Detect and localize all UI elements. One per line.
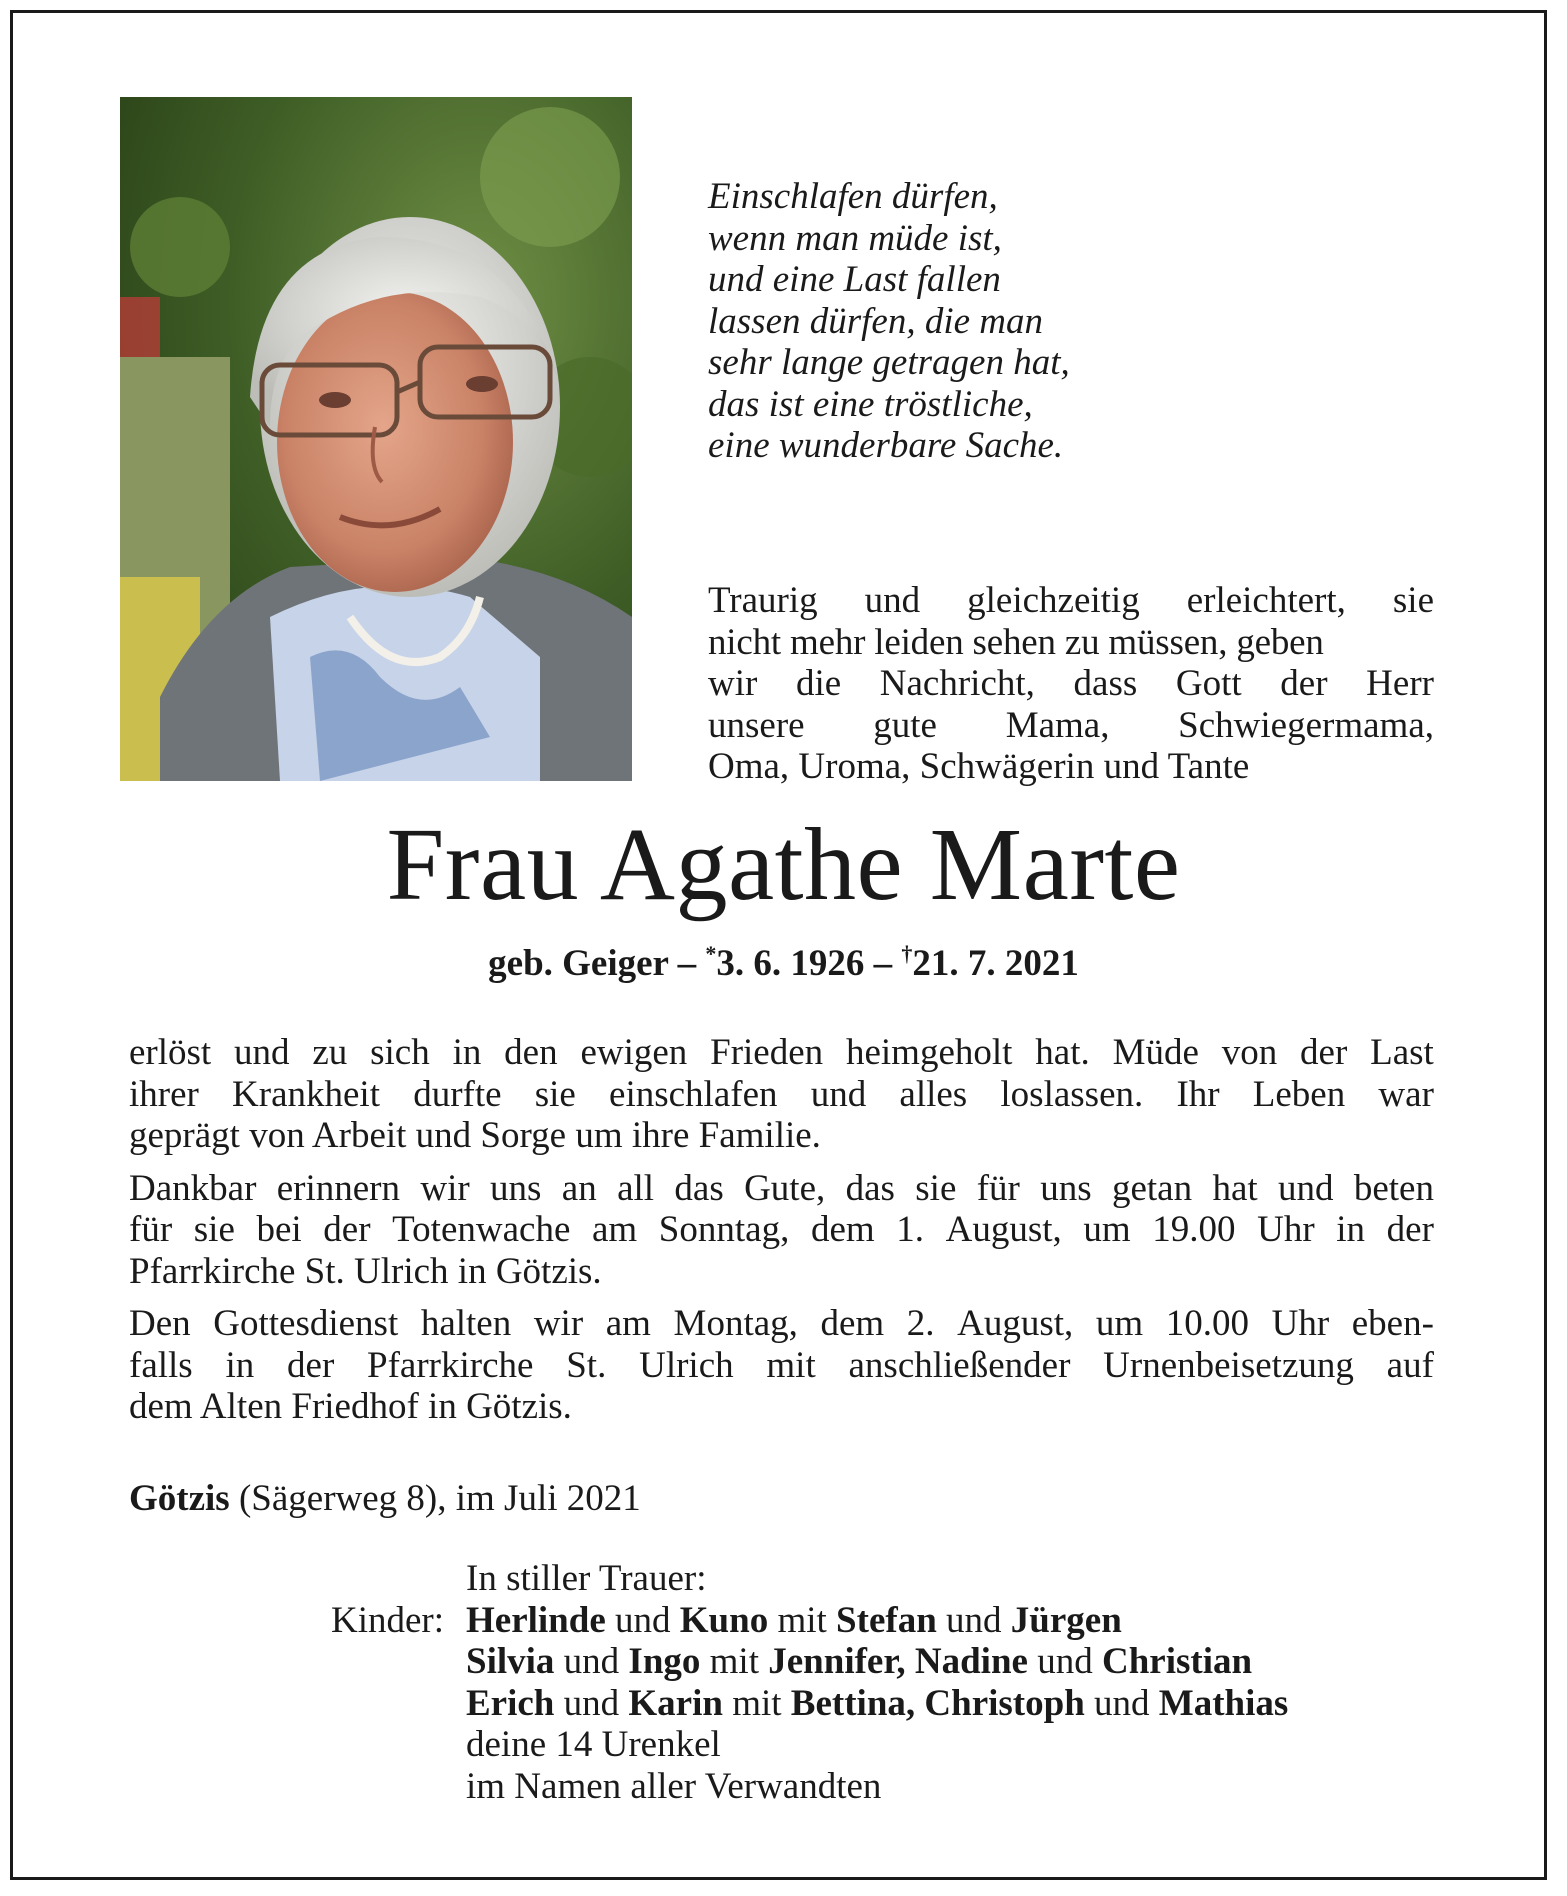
family-member-name: Ingo: [628, 1641, 701, 1682]
body-word: um: [1095, 1303, 1144, 1344]
separator: –: [677, 943, 697, 984]
birth-symbol: *: [705, 941, 717, 966]
body-word: am: [605, 1303, 651, 1344]
body-word: Frieden: [710, 1032, 824, 1073]
body-word: halten: [420, 1303, 512, 1344]
body-word: sie: [915, 1167, 957, 1209]
body-word: zu: [312, 1032, 348, 1073]
body-word: Leben: [1252, 1073, 1346, 1115]
body-line: [129, 1345, 1434, 1387]
body-word: alles: [899, 1073, 968, 1115]
intro-line: Oma, Uroma, Schwägerin und Tante: [708, 746, 1250, 787]
body-word: 19.00: [1152, 1209, 1236, 1250]
body-word: mit: [766, 1344, 816, 1386]
family-line: [466, 1641, 1288, 1683]
intro-word: der: [1280, 663, 1328, 704]
body-word: und: [1277, 1167, 1334, 1209]
body-word: das: [674, 1167, 724, 1209]
body-word: erinnern: [276, 1167, 401, 1209]
body-word: hat.: [1035, 1032, 1090, 1073]
body-word: Dankbar: [129, 1167, 257, 1209]
body-word: wir: [533, 1303, 584, 1344]
body-word: erlöst: [129, 1032, 212, 1073]
body-word: für: [976, 1167, 1020, 1209]
place-and-date: [129, 1477, 641, 1521]
body-word: und: [810, 1073, 867, 1115]
birth-death-line: [0, 942, 1567, 986]
body-word: sie: [534, 1073, 576, 1115]
intro-word: gleichzeitig: [967, 580, 1140, 621]
intro-line: [708, 705, 1434, 747]
body-word: sie: [193, 1209, 235, 1250]
body-word: uns: [1040, 1167, 1092, 1209]
death-symbol: †: [901, 941, 913, 966]
body-word: Uhr: [1257, 1209, 1315, 1250]
poem: [708, 176, 1308, 467]
intro-word: gute: [873, 704, 937, 746]
death-date: 21. 7. 2021: [912, 943, 1079, 984]
body-line: [129, 1074, 1434, 1116]
body-word: Krankheit: [232, 1073, 380, 1115]
body-word: am: [591, 1209, 638, 1250]
family-member-name: Jürgen: [1010, 1599, 1122, 1641]
place-town: Götzis: [129, 1478, 230, 1519]
intro-word: Mama,: [1005, 704, 1110, 746]
body-line: Pfarrkirche St. Ulrich in Götzis.: [129, 1250, 602, 1292]
intro-line: [708, 663, 1434, 705]
family-connector: und: [1084, 1682, 1159, 1724]
family-member-name: Bettina, Christoph: [790, 1682, 1085, 1724]
intro-word: dass: [1073, 663, 1138, 704]
body-word: Urnenbeisetzung: [1103, 1344, 1354, 1386]
body-word: falls: [129, 1344, 193, 1386]
deceased-name: Frau Agathe Marte: [386, 807, 1181, 922]
body-paragraph: [129, 1032, 1434, 1157]
body-line: [129, 1032, 1434, 1074]
body-word: Montag,: [673, 1303, 798, 1344]
body-word: Uhr: [1271, 1303, 1330, 1344]
body-word: den: [504, 1032, 558, 1073]
poem-line: wenn man müde ist,: [708, 217, 1002, 259]
intro-word: Schwiegermama,: [1178, 704, 1434, 746]
birth-name: geb. Geiger: [488, 943, 669, 984]
family-connector: mit: [768, 1599, 837, 1641]
body-word: in: [452, 1032, 482, 1073]
intro-word: unsere: [708, 704, 805, 746]
birth-date: 3. 6. 1926: [716, 943, 865, 984]
intro-word: sie: [1392, 580, 1434, 621]
family-connector: mit: [700, 1641, 769, 1682]
body-word: einschlafen: [609, 1073, 778, 1115]
body-line: [129, 1168, 1434, 1210]
body-word: Sonntag,: [658, 1209, 790, 1250]
intro-word: Nachricht,: [879, 663, 1035, 704]
body-word: in: [225, 1344, 255, 1386]
body-word: beten: [1353, 1167, 1434, 1209]
family-member-name: Jennifer, Nadine: [768, 1641, 1028, 1682]
body-word: der: [323, 1209, 371, 1250]
poem-line: lassen dürfen, die man: [708, 300, 1044, 342]
body-word: bei: [256, 1209, 302, 1250]
body-word: Den: [129, 1303, 191, 1344]
mourners: [312, 1558, 1288, 1807]
body-word: ihrer: [129, 1073, 199, 1115]
family-connector: und: [605, 1599, 680, 1641]
body-word: der: [287, 1344, 335, 1386]
intro-text: [708, 580, 1434, 788]
intro-word: Traurig: [708, 580, 818, 621]
body-word: Totenwache: [392, 1209, 571, 1250]
body-word: 10.00: [1165, 1303, 1250, 1344]
body-word: getan: [1111, 1167, 1193, 1209]
poem-line: Einschlafen dürfen,: [708, 176, 998, 217]
obituary-body: [129, 1032, 1434, 1439]
body-word: Müde: [1112, 1032, 1199, 1073]
body-word: Pfarrkirche: [367, 1344, 534, 1386]
family-connector: und: [554, 1682, 629, 1724]
body-word: Gottesdienst: [213, 1303, 399, 1344]
body-word: all: [617, 1167, 655, 1209]
family-member-name: Kuno: [679, 1599, 769, 1641]
great-grandchildren: deine 14 Urenkel: [466, 1724, 721, 1765]
family-connector: und: [1027, 1641, 1102, 1682]
body-word: 2.: [906, 1303, 935, 1344]
body-word: heimgeholt: [845, 1032, 1013, 1073]
mourners-header: In stiller Trauer:: [466, 1558, 707, 1599]
body-word: anschließender: [848, 1344, 1071, 1386]
poem-line: eine wunderbare Sache.: [708, 425, 1064, 466]
intro-word: erleichtert,: [1186, 580, 1346, 621]
body-word: an: [561, 1167, 597, 1209]
body-word: der: [1386, 1209, 1434, 1250]
intro-word: Gott: [1175, 663, 1242, 704]
body-word: August,: [957, 1303, 1074, 1344]
body-line: [129, 1303, 1434, 1345]
body-word: Gute,: [744, 1167, 826, 1209]
body-word: für: [129, 1209, 173, 1250]
body-word: loslassen.: [1000, 1073, 1144, 1115]
body-word: auf: [1386, 1344, 1434, 1386]
family-connector: und: [936, 1599, 1011, 1641]
body-word: dem: [820, 1303, 885, 1344]
body-paragraph: [129, 1303, 1434, 1428]
family-line: [466, 1600, 1288, 1642]
body-word: durfte: [413, 1073, 502, 1115]
intro-line: nicht mehr leiden sehen zu müssen, geben: [708, 621, 1324, 663]
body-word: wir: [420, 1167, 470, 1209]
separator: –: [873, 943, 893, 984]
intro-line: [708, 580, 1434, 622]
body-word: 1.: [896, 1209, 924, 1250]
body-line: [129, 1209, 1434, 1251]
body-word: war: [1378, 1073, 1434, 1115]
intro-word: wir: [708, 663, 758, 704]
portrait-image: [120, 97, 632, 781]
relatives: im Namen aller Verwandten: [466, 1765, 882, 1807]
body-word: in: [1336, 1209, 1366, 1250]
family-member-name: Karin: [628, 1682, 723, 1724]
children-label: Kinder:: [330, 1599, 444, 1641]
intro-word: und: [864, 580, 921, 621]
intro-word: die: [795, 663, 842, 704]
family-member-name: Erich: [466, 1682, 555, 1724]
body-word: eben-: [1351, 1303, 1434, 1344]
body-word: August,: [945, 1209, 1062, 1250]
body-word: von: [1221, 1032, 1278, 1073]
body-word: St.: [566, 1344, 607, 1386]
body-line: dem Alten Friedhof in Götzis.: [129, 1386, 572, 1427]
family-member-name: Silvia: [466, 1641, 555, 1682]
body-line: geprägt von Arbeit und Sorge um ihre Familie.: [129, 1115, 821, 1156]
poem-line: das ist eine tröstliche,: [708, 383, 1033, 425]
family-connector: und: [554, 1641, 629, 1682]
body-word: sich: [370, 1032, 430, 1073]
family-line: [466, 1683, 1288, 1725]
family-member-name: Herlinde: [466, 1599, 606, 1641]
body-word: um: [1083, 1209, 1131, 1250]
body-word: Last: [1370, 1032, 1434, 1073]
body-word: hat: [1212, 1167, 1258, 1209]
intro-word: Herr: [1366, 663, 1434, 704]
place-rest: (Sägerweg 8), im Juli 2021: [229, 1478, 641, 1519]
poem-line: sehr lange getragen hat,: [708, 342, 1070, 383]
poem-line: und eine Last fallen: [708, 259, 1001, 300]
family-member-name: Stefan: [836, 1599, 937, 1641]
portrait-photo: [120, 97, 632, 781]
body-word: und: [234, 1032, 290, 1073]
family-connector: mit: [722, 1682, 791, 1724]
body-word: uns: [490, 1167, 542, 1209]
body-word: dem: [810, 1209, 875, 1250]
family-member-name: Christian: [1101, 1641, 1253, 1682]
body-word: das: [845, 1167, 895, 1209]
body-paragraph: [129, 1168, 1434, 1293]
body-word: Ulrich: [639, 1344, 734, 1386]
family-member-name: Mathias: [1158, 1682, 1289, 1724]
body-word: ewigen: [580, 1032, 688, 1073]
body-word: Ihr: [1176, 1073, 1220, 1115]
body-word: der: [1300, 1032, 1348, 1073]
